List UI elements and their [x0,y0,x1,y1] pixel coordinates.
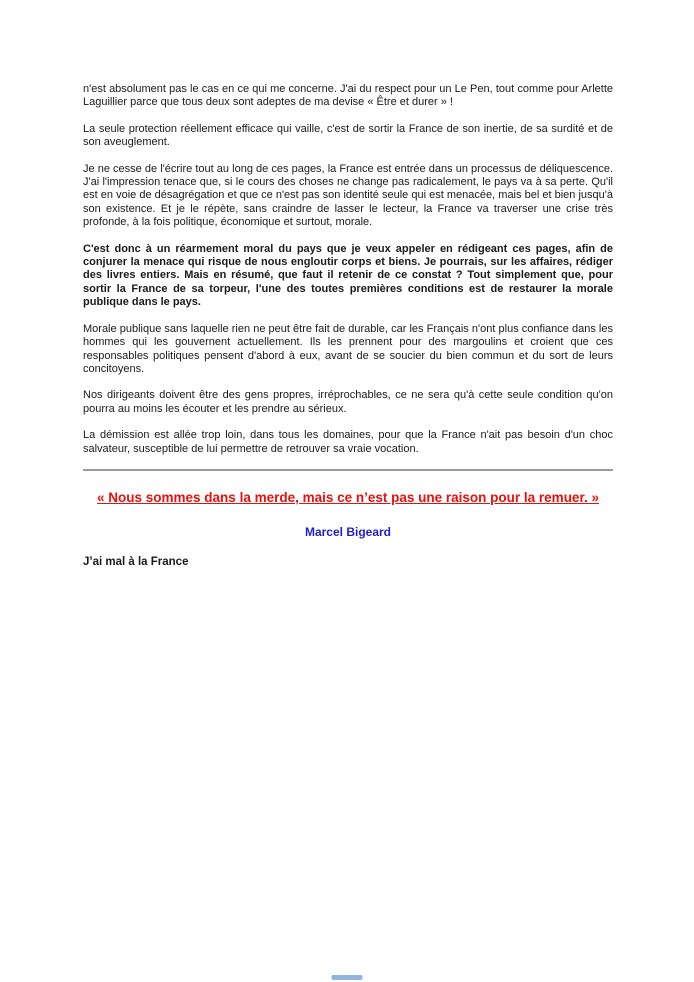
closing-title: J’ai mal à la France [83,555,189,568]
paragraph: La démission est allée trop loin, dans tous les domaines, pour que la France n'ait pas besoin d'un choc salvateur, susceptible de lui permettre de retrouver sa vraie vocation. [83,429,613,455]
paragraph: Nos dirigeants doivent être des gens propres, irréprochables, ce ne sera qu'à cette seule condition qu'on pourra au moins les écouter et les prendre au sérieux. [83,389,613,415]
paragraph: C'est donc à un réarmement moral du pays que je veux appeler en rédigeant ces pages, afin de conjurer la menace qui risque de nous engloutir corps et biens. Je pourrais, sur les affaires, rédiger des livres entiers. Mais en résumé, que faut il retenir de ce constat ? Tout simplement que, pour sortir la France de sa torpeur, l'une des toutes premières conditions est de restaurer la morale publique dans le pays. [83,242,613,309]
page-progress-dash [332,975,363,980]
paragraph: La seule protection réellement efficace qui vaille, c'est de sortir la France de son inertie, de sa surdité et de son aveuglement. [83,122,613,149]
paragraphs [83,83,613,456]
quote-author: Marcel Bigeard [304,524,392,539]
page-content [83,83,613,569]
section-divider [83,469,613,471]
quote-text: « Nous sommes dans la merde, mais ce n’est pas une raison pour la remuer. » [97,489,599,505]
paragraph: n'est absolument pas le cas en ce qui me concerne. J'ai du respect pour un Le Pen, tout comme pour Arlette Laguillier parce que tous deux sont adeptes de ma devise « Être et durer » ! [83,83,613,109]
paragraph: Je ne cesse de l'écrire tout au long de ces pages, la France est entrée dans un processus de déliquescence. J'ai l'impression tenace que, si le cours des choses ne change pas radicalement, le pays va à sa perte. Qu'il est en voie de désagrégation et que ce n'est pas son identité seule qui est menacée, mais bel et bien jusqu'à son existence. Et je le répète, sans craindre de lasser le lecteur, la France va traverser une crise très profonde, à la fois politique, économique et surtout, morale. [83,162,613,229]
paragraph: Morale publique sans laquelle rien ne peut être fait de durable, car les Français n'ont plus confiance dans les hommes qui les gouvernent actuellement. Ils les prennent pour des margoulins et croient que ces responsables politiques pensent d'abord à eux, avant de se soucier du bien commun et du sort de leurs concitoyens. [83,322,613,375]
